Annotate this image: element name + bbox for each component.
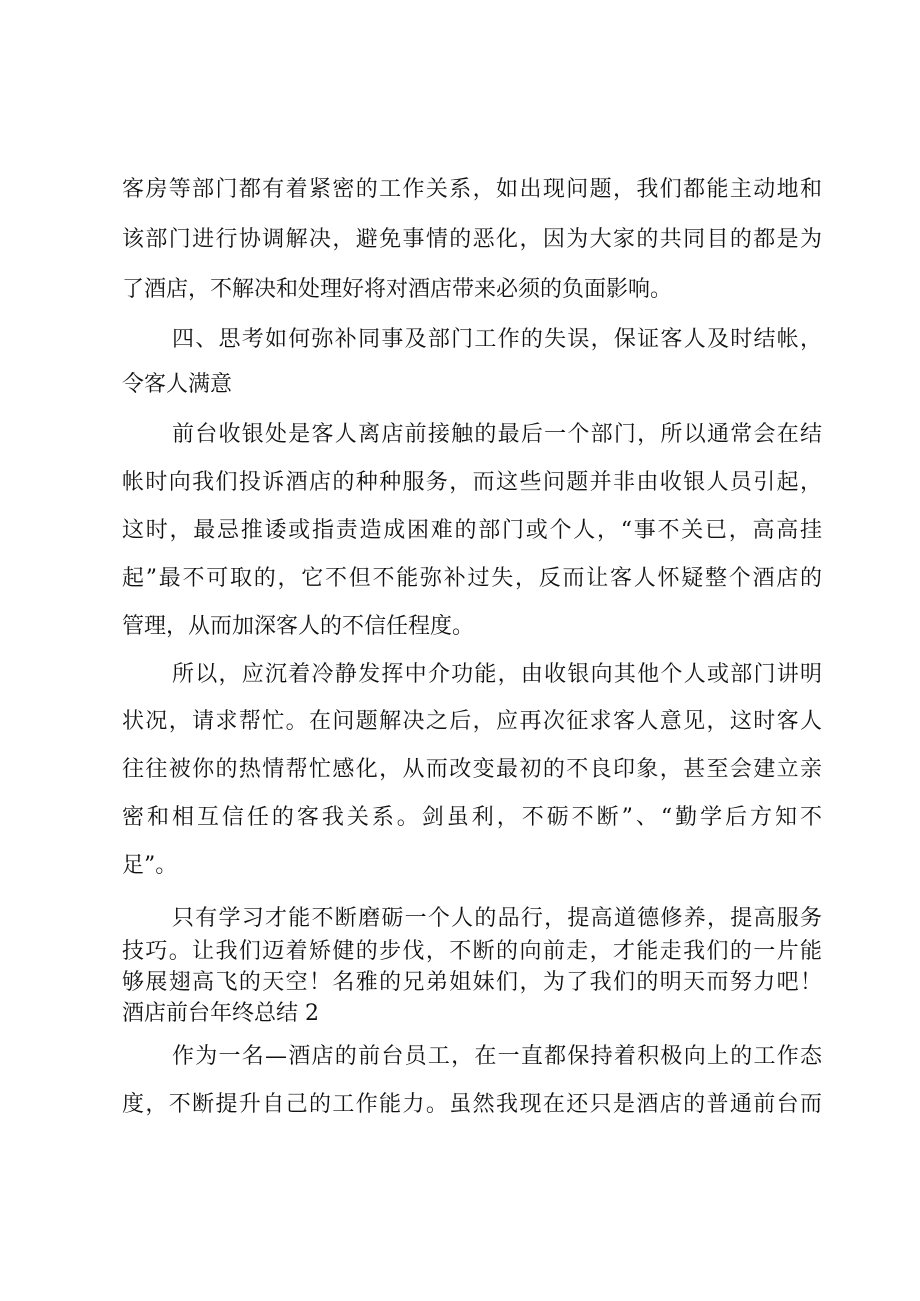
paragraph-line: 起”最不可取的，它不但不能弥补过失，反而让客人怀疑整个酒店的 [122, 566, 822, 591]
paragraph-line: 帐时向我们投诉酒店的种种服务，而这些问题并非由收银人员引起， [122, 470, 822, 495]
paragraph-line: 往往被你的热情帮忙感化，从而改变最初的不良印象，甚至会建立亲 [122, 757, 822, 782]
paragraph-line: 度，不断提升自己的工作能力。虽然我现在还只是酒店的普通前台而 [122, 1092, 822, 1117]
paragraph-line: 了酒店，不解决和处理好将对酒店带来必须的负面影响。 [122, 277, 673, 302]
document-heading: 酒店前台年终总结 2 [122, 1001, 319, 1026]
paragraph-line: 够展翅高飞的天空！名雅的兄弟姐妹们，为了我们的明天而努力吧！ [122, 970, 822, 995]
paragraph-line: 所以，应沉着冷静发挥中介功能，由收银向其他个人或部门讲明 [172, 662, 822, 687]
paragraph-line: 前台收银处是客人离店前接触的最后一个部门，所以通常会在结 [172, 422, 822, 447]
paragraph-line: 密和相互信任的客我关系。剑虽利，不砺不断”、“勤学后方知不 [122, 805, 822, 830]
paragraph-line: 状况，请求帮忙。在问题解决之后，应再次征求客人意见，这时客人 [122, 709, 822, 734]
section-heading-line: 令客人满意 [122, 372, 233, 397]
paragraph-line: 该部门进行协调解决，避免事情的恶化，因为大家的共同目的都是为 [122, 227, 822, 252]
paragraph-line: 这时，最忌推诿或指责造成困难的部门或个人，“事不关已，高高挂 [122, 518, 822, 543]
paragraph-line: 只有学习才能不断磨砺一个人的品行，提高道德修养，提高服务 [172, 906, 822, 931]
paragraph-line: 作为一名—酒店的前台员工，在一直都保持着积极向上的工作态 [172, 1044, 822, 1069]
section-heading-line: 四、思考如何弥补同事及部门工作的失误，保证客人及时结帐， [172, 327, 822, 352]
paragraph-line: 管理，从而加深客人的不信任程度。 [122, 614, 475, 639]
paragraph-line: 客房等部门都有着紧密的工作关系，如出现问题，我们都能主动地和 [122, 177, 822, 202]
paragraph-line: 足”。 [122, 853, 178, 878]
paragraph-line: 技巧。让我们迈着矫健的步伐，不断的向前走，才能走我们的一片能 [122, 939, 822, 964]
